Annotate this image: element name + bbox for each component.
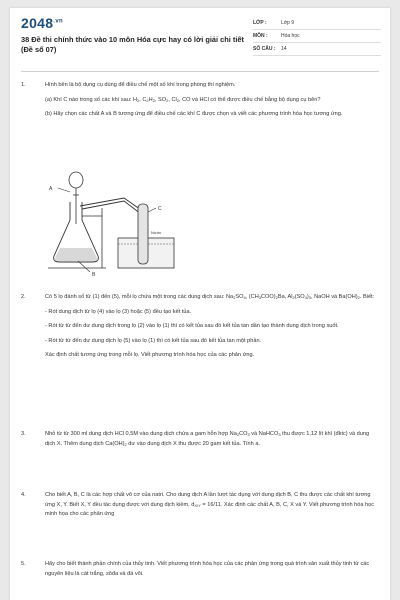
meta-table — [253, 17, 381, 56]
question-line: Nhỏ từ từ 300 ml dung dịch HCl 0,5M vào dung dịch chứa a gam hỗn hợp $Na_2CO_3$ và NaHCO$_3$ thu được 1,12 lít khí (đktc) và dung dịch X. Thêm dung dịch $Ca(OH)_2$ dư vào dung dịch X thu được 20 gam kết tủa. Tính a. — [45, 431, 370, 447]
question-3 — [21, 430, 379, 454]
header-divider — [21, 71, 379, 72]
meta-value: Lớp 9 — [281, 20, 295, 26]
question-line: Hình bên là bộ dụng cụ dùng để điều chế một số khí trong phòng thí nghiệm. — [45, 82, 236, 88]
question-number: 5. — [21, 561, 26, 567]
meta-label: SỐ CÂU : — [253, 46, 276, 52]
question-number: 3. — [21, 431, 26, 437]
question-line: Có 5 lọ đánh số từ (1) đến (5), mỗi lọ chứa một trong các dung dịch sau: $Na_2SO_4$, $(CH_3COO)_2Ba$, $Al_2(SO_4)_3$, NaOH và $Ba(OH)_2$. Biết: — [45, 294, 375, 300]
meta-label: LỚP : — [253, 20, 267, 26]
question-line: Hãy cho biết thành phần chính của thủy tinh. Viết phương trình hóa học của các phản ứng trong quá trình sản xuất thủy tinh từ các nguyên liệu là cát trắng, sôđa và đá vôi. — [45, 561, 370, 577]
meta-row-subject — [253, 30, 381, 43]
site-logo[interactable] — [21, 15, 63, 31]
label-water: Nước — [151, 230, 162, 235]
logo-text: 2048 — [21, 15, 54, 31]
meta-value: Hóa học — [281, 33, 300, 39]
question-number: 2. — [21, 294, 26, 300]
label-b: B — [92, 272, 96, 278]
meta-label: MÔN : — [253, 33, 268, 39]
document-title: 38 Đề thi chính thức vào 10 môn Hóa cực hay có lời giải chi tiết (Đề số 07) — [21, 35, 244, 54]
question-line: - Rót dung dịch từ lọ (4) vào lọ (3) hoặc (5) đều tạo kết tủa. — [45, 308, 192, 315]
meta-row-grade — [253, 17, 381, 30]
question-line: Cho biết A, B, C là các hợp chất vô cơ của natri. Cho dung dịch A lần lượt tác dụng với dung dịch B, C thu được các chất khí tương ứng X, Y. Biết X, Y đều tác dụng được với dung dịch kiềm, $d_{X/Y} = 16/11$. Xác định các chất A, B, C, X và Y. Viết phương trình hóa học minh họa cho các phản ứng — [45, 492, 375, 517]
question-5 — [21, 560, 379, 584]
question-2 — [21, 293, 379, 366]
question-line: - Rót từ từ đến dư dung dịch lọ (5) vào lọ (1) thì có kết tủa sau đó kết tủa tan một phần. — [45, 337, 262, 344]
question-4 — [21, 491, 379, 525]
meta-row-count — [253, 43, 381, 56]
question-line: (a) Khí C nào trong số các khí sau: $H_2$, $C_2H_2$, $SO_2$, $Cl_2$, CO và HCl có thể được điều chế bằng bộ dụng cụ bên? — [45, 96, 321, 103]
question-line: - Rót từ từ đến dư dung dịch trong lọ (2) vào lọ (1) thì có kết tủa sau đó kết tủa tan dần tạo thành dung dịch trong suốt. — [45, 323, 339, 329]
meta-value: 14 — [281, 46, 287, 52]
document-page — [10, 8, 390, 600]
question-line: Xác định chất tương ứng trong mỗi lọ. Viết phương trình hóa học của các phản ứng. — [45, 352, 255, 358]
logo-tld: .vn — [53, 18, 63, 25]
label-c: C — [158, 206, 162, 212]
question-1 — [21, 81, 379, 125]
question-line: (b) Hãy chọn các chất A và B tương ứng để điều chế các khí C được chọn và viết các phương trình hóa học tương ứng. — [45, 111, 343, 117]
label-a: A — [49, 186, 53, 192]
question-number: 1. — [21, 82, 26, 88]
lab-apparatus-diagram — [44, 168, 184, 280]
question-number: 4. — [21, 492, 26, 498]
apparatus-svg — [44, 168, 184, 280]
